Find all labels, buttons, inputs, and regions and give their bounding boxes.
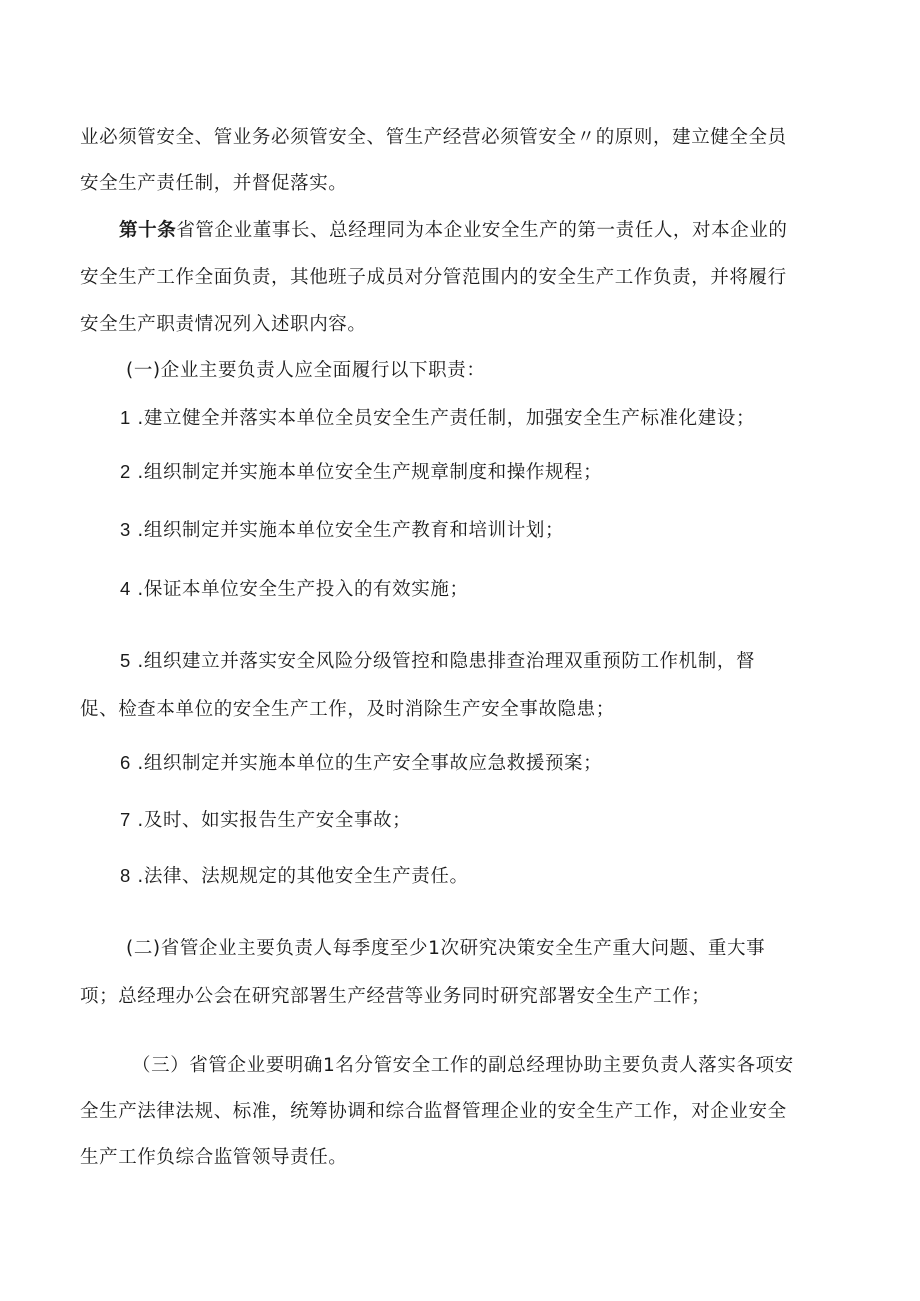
- list-item-6: 6 .组织制定并实施本单位的生产安全事故应急救援预案；: [120, 752, 603, 774]
- list-item-7: 7 .及时、如实报告生产安全事故；: [120, 809, 412, 831]
- section-2-line-1: (二)省管企业主要负责人每季度至少1次研究决策安全生产重大问题、重大事: [126, 938, 766, 959]
- section-1-heading: (一)企业主要负责人应全面履行以下职责：: [126, 360, 486, 381]
- article-10-line-1-text: 省管企业董事长、总经理同为本企业安全生产的第一责任人，对本企业的: [176, 220, 788, 241]
- section-3-line-2: 全生产法律法规、标准，统筹协调和综合监督管理企业的安全生产工作，对企业安全: [80, 1101, 787, 1122]
- list-item-5: 5 .组织建立并落实安全风险分级管控和隐患排查治理双重预防工作机制，督: [120, 650, 756, 672]
- list-item-3: 3 .组织制定并实施本单位安全生产教育和培训计划；: [120, 519, 565, 541]
- intro-line-1: 业必须管安全、管业务必须管安全、管生产经营必须管安全〃的原则，建立健全全员: [80, 127, 787, 148]
- section-3-line-3: 生产工作负综合监管领导责任。: [80, 1147, 348, 1168]
- list-item-5-continuation: 促、检查本单位的安全生产工作，及时消除生产安全事故隐患；: [80, 699, 615, 720]
- article-10-line-1: [119, 219, 788, 243]
- article-10-title: 第十条: [119, 220, 177, 241]
- article-10-line-2: 安全生产工作全面负责，其他班子成员对分管范围内的安全生产工作负责，并将履行: [80, 267, 787, 288]
- section-3-line-1: （三）省管企业要明确1名分管安全工作的副总经理协助主要负责人落实各项安: [132, 1055, 794, 1076]
- intro-line-2: 安全生产责任制，并督促落实。: [80, 173, 348, 194]
- list-item-8: 8 .法律、法规规定的其他安全生产责任。: [120, 865, 469, 887]
- list-item-2: 2 .组织制定并实施本单位安全生产规章制度和操作规程；: [120, 461, 603, 483]
- section-2-line-2: 项；总经理办公会在研究部署生产经营等业务同时研究部署安全生产工作；: [80, 986, 711, 1007]
- list-item-1: 1 .建立健全并落实本单位全员安全生产责任制，加强安全生产标准化建设；: [120, 407, 756, 429]
- article-10-line-3: 安全生产职责情况列入述职内容。: [80, 314, 367, 335]
- list-item-4: 4 .保证本单位安全生产投入的有效实施；: [120, 578, 469, 600]
